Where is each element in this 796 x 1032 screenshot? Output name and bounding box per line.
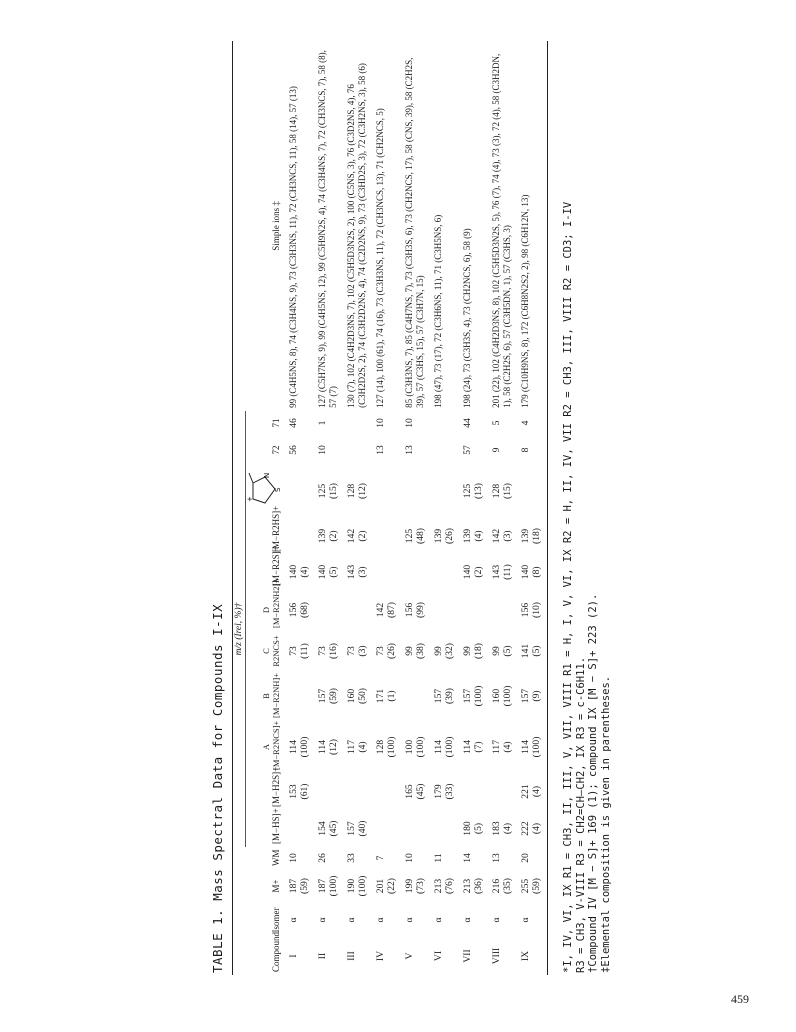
- rotated-table-page: [210, 45, 612, 975]
- cell-mhs: 180 (5): [462, 821, 484, 836]
- header-m-h2s: [M−H2S]+: [271, 766, 281, 807]
- svg-text:N: N: [263, 472, 271, 478]
- cell-a: 114 (100): [514, 721, 548, 773]
- cell-thz: [514, 465, 548, 517]
- cell-wm: 10: [288, 853, 299, 863]
- cell-compound: I: [288, 954, 299, 958]
- cell-mh2s: [456, 773, 485, 810]
- cell-wm: 13: [491, 853, 502, 863]
- cell-c71: 10: [375, 418, 386, 428]
- cell-c72: 8: [514, 435, 548, 465]
- footnote-2: R3 = CH3, V-VIII R3 = CH2=CH—CH2, IX R3 = c-C6H11.: [574, 656, 587, 973]
- cell-b: [282, 671, 311, 721]
- cell-mr2hs: 139 (2): [317, 528, 339, 544]
- cell-mplus: 255 (59): [514, 869, 548, 903]
- cell-compound: IV: [375, 950, 386, 962]
- header-m-r2hs: [M−R2HS]+: [271, 505, 281, 552]
- cell-d: 156 (68): [288, 602, 310, 618]
- cell-mh2s: [311, 773, 340, 810]
- cell-thz: 125 (15): [317, 483, 339, 499]
- cell-b: [398, 671, 427, 721]
- cell-wm: 26: [317, 853, 328, 863]
- cell-c72: 57: [462, 445, 473, 455]
- footnote-1: *I, IV, VI, IX R1 = CH3, II, III, V, VII, VIII R1 = H, I, V, VI, IX R2 = H, II, IV, VII R2 = CH3, III, VIII R2 = CD3; I-IV: [562, 201, 574, 973]
- cell-isomer: α: [404, 917, 415, 923]
- cell-mh2s: [369, 773, 398, 810]
- cell-thz: [369, 465, 398, 517]
- table-row: [340, 41, 369, 975]
- cell-simple: 198 (24), 73 (C3H3S, 4), 73 (CH2NCS, 6), 58 (9): [462, 228, 472, 408]
- cell-c: 99 (38): [404, 643, 426, 659]
- cell-c72: 13: [404, 445, 415, 455]
- cell-d: [456, 589, 485, 631]
- cell-d: 156 (99): [404, 602, 426, 618]
- thiazolium-structure-icon: [247, 471, 281, 511]
- cell-c72: 10: [317, 445, 328, 455]
- cell-c71: 44: [462, 418, 473, 428]
- cell-simple: 99 (C4H5NS, 8), 74 (C3H4NS, 9), 73 (C3H3NS, 11), 72 (CH3NCS, 11), 58 (14), 57 (13): [288, 86, 298, 408]
- cell-mh2s: 165 (45): [404, 783, 426, 800]
- cell-mplus: 187 (100): [317, 875, 339, 897]
- cell-compound: III: [346, 951, 357, 961]
- cell-c72: 13: [375, 445, 386, 455]
- cell-b: 157 (39): [433, 688, 455, 704]
- cell-d: 142 (87): [375, 602, 397, 618]
- cell-c: 99 (5): [491, 645, 513, 657]
- cell-mhs: 222 (4): [514, 810, 548, 847]
- cell-b: 157 (100): [462, 685, 484, 707]
- cell-mplus: 187 (59): [288, 878, 310, 894]
- cell-b: 160 (100): [491, 685, 513, 707]
- cell-mplus: 213 (36): [462, 878, 484, 894]
- cell-thz: 125 (13): [462, 483, 484, 499]
- cell-b: 157 (59): [317, 688, 339, 704]
- header-mplus: M+: [233, 869, 283, 903]
- cell-mh2s: 221 (4): [514, 773, 548, 810]
- cell-c: 73 (26): [375, 643, 397, 659]
- cell-mhs: 154 (45): [317, 820, 339, 837]
- cell-mhs: [398, 810, 427, 847]
- cell-mhs: [427, 810, 456, 847]
- cell-mr2s: 143 (3): [346, 564, 368, 580]
- cell-mr2hs: [369, 517, 398, 555]
- table-row: [369, 41, 398, 975]
- cell-c71: [340, 411, 369, 435]
- cell-mr2hs: 139 (26): [433, 528, 455, 544]
- cell-thz: 128 (15): [491, 483, 513, 499]
- svg-text:S: S: [274, 487, 282, 492]
- table-caption: TABLE 1. Mass Spectral Data for Compounds I-IX: [210, 603, 225, 973]
- cell-a: 100 (100): [404, 736, 426, 758]
- cell-mh2s: 179 (33): [433, 783, 455, 800]
- header-wm: WM: [233, 847, 283, 869]
- cell-a: 117 (4): [491, 739, 513, 755]
- cell-simple: 130 (7), 102 (C4H2D3NS, 7), 102 (C5H5D3N2S, 2), 100 (C5NS, 3), 76 (C3D2NS, 4), 76 (C3H2D2S, 2), 74 (C3H2D2NS, 4), 74 (C2D2NS, 9), 73 (C3HD2S, 3), 72 (C3H2NS, 3), 58 (6): [346, 63, 367, 408]
- cell-mr2s: 143 (11): [491, 564, 513, 580]
- cell-c71: 10: [404, 418, 415, 428]
- cell-b: 171 (1): [375, 688, 397, 704]
- header-mz: [233, 411, 246, 847]
- table-row: [456, 41, 485, 975]
- cell-mhs: [369, 810, 398, 847]
- cell-isomer: α: [514, 903, 548, 937]
- cell-simple: 198 (47), 73 (17), 72 (C3H6NS, 11), 71 (C3H5NS, 6): [433, 214, 443, 408]
- cell-mr2s: [369, 555, 398, 589]
- cell-isomer: α: [288, 917, 299, 923]
- cell-c71: 5: [491, 420, 502, 426]
- header-compound: Compound: [233, 937, 283, 975]
- cell-mhs: 183 (4): [491, 821, 513, 836]
- cell-simple: 127 (14), 100 (61), 74 (16), 73 (C3H3NS, 11), 72 (CH3NCS, 13), 71 (CH2NCS, 5): [375, 108, 385, 408]
- cell-isomer: α: [433, 917, 444, 923]
- cell-c71: 1: [317, 420, 328, 426]
- cell-mr2hs: 139 (4): [462, 528, 484, 544]
- cell-thz: [282, 465, 311, 517]
- cell-mr2s: [427, 555, 456, 589]
- footnote-4: ‡Elemental composition is given in parentheses.: [599, 675, 612, 973]
- header-m-hs: [M−HS]+: [271, 808, 281, 844]
- cell-compound: II: [317, 952, 328, 960]
- cell-c71: 46: [288, 418, 299, 428]
- footnotes: [562, 202, 612, 973]
- cell-mr2s: 140 (8): [514, 555, 548, 589]
- irel-label: (Irel, %)†: [234, 602, 244, 640]
- cell-a: 114 (12): [317, 739, 339, 755]
- cell-mplus: 199 (73): [404, 878, 426, 894]
- cell-isomer: α: [346, 917, 357, 923]
- cell-isomer: α: [462, 917, 473, 923]
- cell-mr2hs: [282, 517, 311, 555]
- cell-c72: [340, 435, 369, 465]
- cell-compound: IX: [514, 937, 548, 975]
- cell-c: 73 (11): [288, 643, 310, 659]
- cell-mhs: [282, 810, 311, 847]
- cell-wm: 20: [514, 847, 548, 869]
- table-row: [514, 41, 548, 975]
- cell-mhs: 157 (40): [346, 820, 368, 837]
- cell-c71: [427, 411, 456, 435]
- cell-simple: 127 (C5H7NS, 9), 99 (C4H5NS, 12), 99 (C5H9N2S, 4), 74 (C3H4NS, 7), 72 (CH3NCS, 7), 58 (8), 57 (7): [317, 50, 338, 408]
- cell-isomer: α: [491, 917, 502, 923]
- cell-thz: [427, 465, 456, 517]
- cell-c: 73 (3): [346, 645, 368, 657]
- cell-compound: VIII: [491, 947, 502, 965]
- table-row: [282, 41, 311, 975]
- header-m-r2s: [M−R2S]+: [271, 546, 281, 586]
- header-b: B [M−R2NH]+: [261, 672, 281, 718]
- cell-mplus: 201 (22): [375, 878, 397, 894]
- cell-wm: 10: [404, 853, 415, 863]
- table-row: [485, 41, 514, 975]
- cell-mh2s: [340, 773, 369, 810]
- cell-wm: 11: [433, 853, 444, 863]
- cell-d: [485, 589, 514, 631]
- table-row: [398, 41, 427, 975]
- cell-wm: 14: [462, 853, 473, 863]
- cell-c: 73 (16): [317, 643, 339, 659]
- cell-isomer: α: [375, 917, 386, 923]
- cell-d: [340, 589, 369, 631]
- cell-a: 114 (7): [462, 739, 484, 755]
- cell-mplus: 190 (100): [346, 875, 368, 897]
- cell-c72: [427, 435, 456, 465]
- cell-mr2hs: 142 (2): [346, 528, 368, 544]
- cell-d: [311, 589, 340, 631]
- mass-spectral-table: [232, 41, 548, 975]
- cell-b: 157 (9): [514, 671, 548, 721]
- cell-mr2s: [398, 555, 427, 589]
- cell-thz: 128 (12): [346, 483, 368, 499]
- cell-d: 156 (10): [514, 589, 548, 631]
- cell-simple: 179 (C10H9NS, 8), 172 (C6H8N2S2, 2), 98 (C6H12N, 13): [514, 41, 548, 411]
- header-c: C R2NCS+: [261, 635, 281, 667]
- cell-simple: 85 (C3H3NS, 7), 85 (C4H7NS, 7), 73 (C3H3S, 6), 73 (CH2NCS, 17), 58 (CNS, 39), 58 (C2H2S, 39), 57 (C3HS, 15), 57 (C3H7N, 15): [404, 57, 425, 408]
- page-number: 459: [731, 992, 749, 1006]
- cell-mr2hs: 142 (3): [491, 528, 513, 544]
- header-isomer: Isomer: [233, 903, 283, 937]
- table-body: [282, 41, 548, 975]
- cell-mh2s: [485, 773, 514, 810]
- cell-c: 99 (32): [433, 643, 455, 659]
- header-a: A [M−R2NCS]+: [261, 720, 281, 770]
- cell-mr2hs: 125 (48): [404, 528, 426, 544]
- cell-a: 128 (100): [375, 736, 397, 758]
- cell-c71: 4: [514, 411, 548, 435]
- cell-b: 160 (50): [346, 688, 368, 704]
- cell-c72: 9: [491, 447, 502, 453]
- table-row: [427, 41, 456, 975]
- cell-mr2s: 140 (2): [462, 564, 484, 580]
- cell-mplus: 213 (76): [433, 878, 455, 894]
- cell-compound: VII: [462, 949, 473, 963]
- cell-a: 114 (100): [288, 736, 310, 758]
- mz-label: m/z: [234, 642, 244, 656]
- cell-isomer: α: [317, 917, 328, 923]
- cell-wm: 33: [346, 853, 357, 863]
- cell-a: 114 (100): [433, 736, 455, 758]
- cell-mplus: 216 (35): [491, 878, 513, 894]
- cell-thz: [398, 465, 427, 517]
- cell-mh2s: 153 (61): [288, 783, 310, 800]
- cell-simple: 201 (22), 102 (C4H2D3NS, 8), 102 (C5H5D3N2S, 5), 76 (7), 74 (4), 73 (3), 72 (4), 58 (C3H2DN, 1), 58 (C2H2S, 6), 57 (C3H5DN, 1), 57 (C3HS, 3): [491, 53, 512, 408]
- cell-c72: 56: [288, 445, 299, 455]
- table-row: [311, 41, 340, 975]
- cell-d: [427, 589, 456, 631]
- cell-wm: 7: [375, 855, 386, 861]
- cell-compound: V: [404, 952, 415, 960]
- cell-mr2hs: 139 (18): [514, 517, 548, 555]
- cell-mr2s: 140 (4): [288, 564, 310, 580]
- cell-compound: VI: [433, 950, 444, 962]
- footnote-3: †Compound IV [M − S]+ 169 (1); compound IX [M − S]+ 223 (2).: [587, 593, 599, 973]
- cell-c: 141 (5): [514, 631, 548, 671]
- header-d: D [M−R2NH2]+: [261, 578, 281, 628]
- cell-a: 117 (4): [346, 739, 368, 755]
- header-simple-ions: Simple ions ‡: [233, 41, 283, 411]
- header-71: 71: [271, 418, 281, 428]
- cell-mr2s: 140 (5): [317, 564, 339, 580]
- cell-c: 99 (18): [462, 643, 484, 659]
- svg-text:+: +: [246, 496, 254, 502]
- header-72: 72: [271, 445, 281, 455]
